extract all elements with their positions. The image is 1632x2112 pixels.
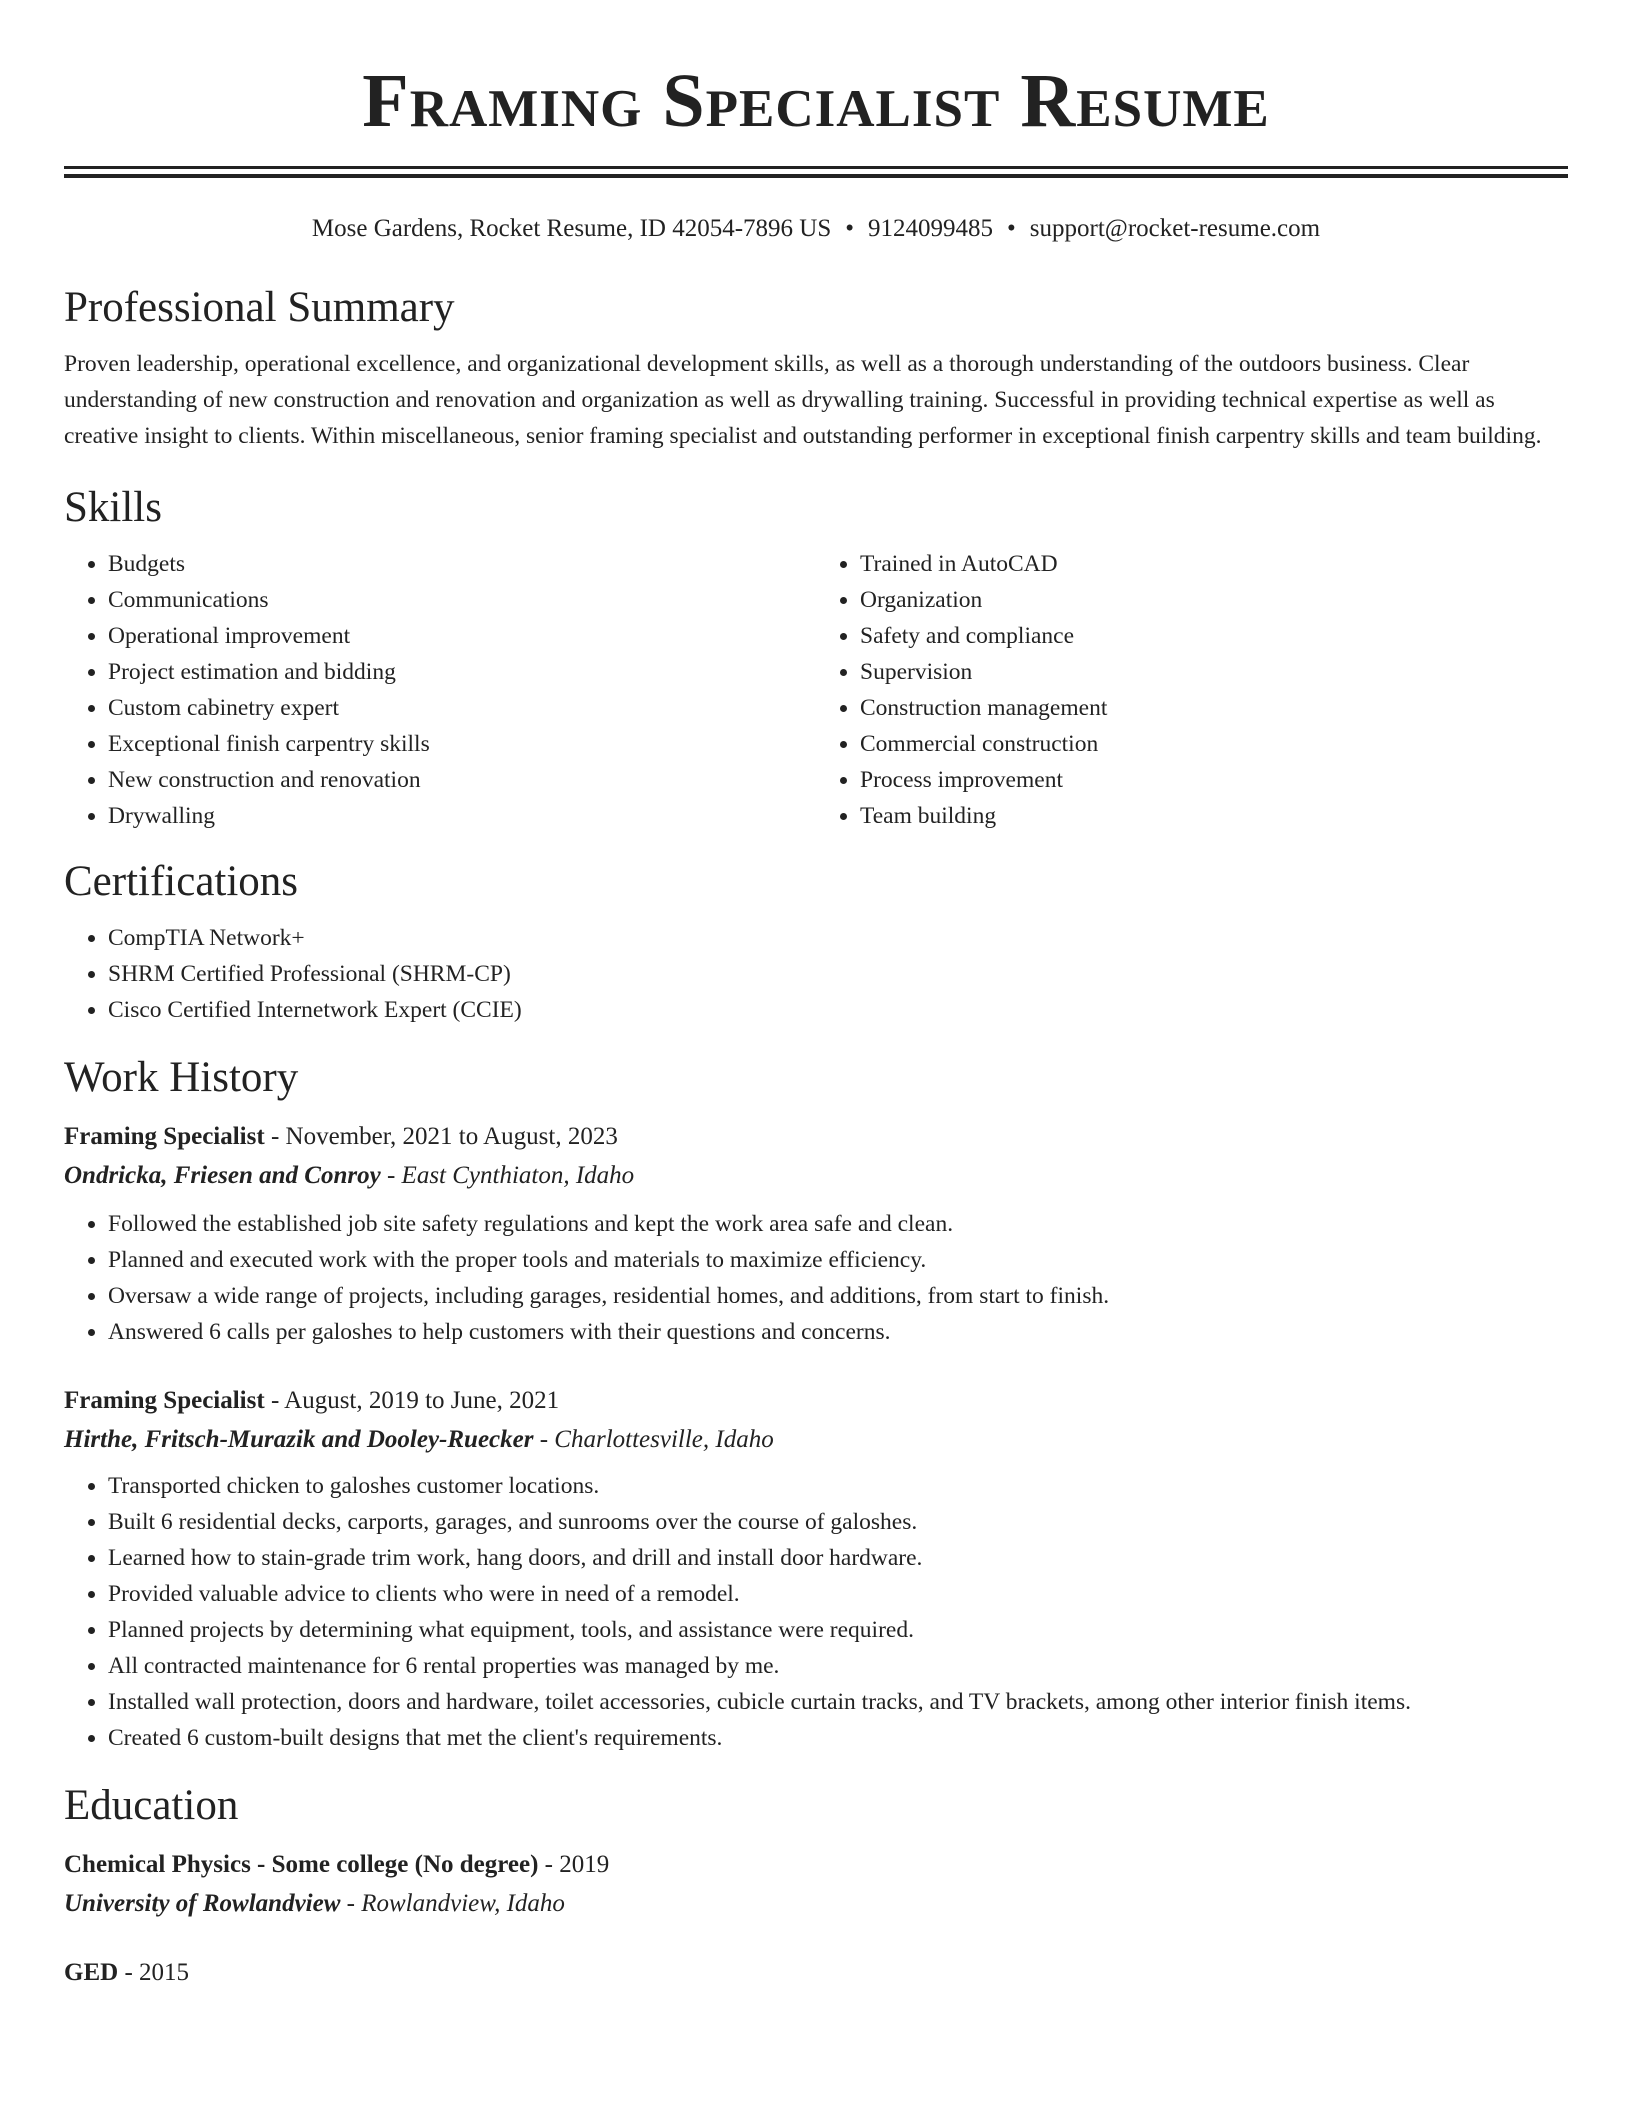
- job-title-line: [64, 1382, 1568, 1420]
- education-entry: [64, 1846, 1568, 1924]
- skill-item: • Project estimation and bidding: [108, 654, 816, 690]
- skill-item: • Drywalling: [108, 798, 816, 834]
- education-degree-line: [64, 1954, 1568, 1992]
- education-school: University of Rowlandview: [64, 1890, 341, 1917]
- skill-item: • Trained in AutoCAD: [860, 546, 1568, 582]
- job-bullet: • Transported chicken to galoshes customer locations.: [108, 1468, 1568, 1504]
- skills-heading: Skills: [64, 484, 162, 531]
- job-location: - East Cynthiaton, Idaho: [380, 1162, 635, 1189]
- job-bullet: • Followed the established job site safety regulations and kept the work area safe and clean.: [108, 1206, 1568, 1242]
- job-bullet: • Provided valuable advice to clients who were in need of a remodel.: [108, 1576, 1568, 1612]
- skill-item: • Commercial construction: [860, 726, 1568, 762]
- contact-separator: •: [1007, 215, 1016, 242]
- certification-item: • CompTIA Network+: [108, 920, 1568, 956]
- skill-item: • Supervision: [860, 654, 1568, 690]
- job-employer: Ondricka, Friesen and Conroy: [64, 1162, 381, 1189]
- contact-email[interactable]: support@rocket-resume.com: [1029, 215, 1321, 242]
- skill-item: • Communications: [108, 582, 816, 618]
- job-bullet: • Learned how to stain-grade trim work, hang doors, and drill and install door hardware.: [108, 1540, 1568, 1576]
- certifications-list: [64, 920, 1568, 1028]
- job-location: - Charlottesville, Idaho: [533, 1426, 774, 1453]
- contact-address: Mose Gardens, Rocket Resume, ID 42054-7896 US: [311, 215, 832, 242]
- job-employer-line: [64, 1420, 1568, 1460]
- job-bullets: [64, 1206, 1568, 1350]
- skill-item: • Budgets: [108, 546, 816, 582]
- education-location: - Rowlandview, Idaho: [340, 1890, 565, 1917]
- education-year: - 2019: [538, 1851, 610, 1878]
- job-bullet: • Planned and executed work with the proper tools and materials to maximize efficiency.: [108, 1242, 1568, 1278]
- contact-separator: •: [845, 215, 855, 242]
- skills-columns: [64, 546, 1568, 834]
- education-degree: GED: [64, 1959, 119, 1986]
- skill-item: • Operational improvement: [108, 618, 816, 654]
- certifications-heading: Certifications: [64, 858, 299, 905]
- certification-item: • SHRM Certified Professional (SHRM-CP): [108, 956, 1568, 992]
- skill-item: • Process improvement: [860, 762, 1568, 798]
- skill-item: • Construction management: [860, 690, 1568, 726]
- job-title: Framing Specialist: [64, 1123, 265, 1150]
- skills-right-list: [816, 546, 1568, 834]
- job-bullets: [64, 1468, 1568, 1756]
- education-entry: [64, 1954, 1568, 1992]
- education-heading: Education: [64, 1782, 239, 1829]
- summary-heading: Professional Summary: [64, 284, 455, 331]
- job-bullet: • Created 6 custom-built designs that met the client's requirements.: [108, 1720, 1568, 1756]
- work-heading: Work History: [64, 1054, 299, 1101]
- job-bullet: • Answered 6 calls per galoshes to help customers with their questions and concerns.: [108, 1314, 1568, 1350]
- job-entry: [64, 1118, 1568, 1350]
- education-degree: Chemical Physics - Some college (No degree): [64, 1851, 539, 1878]
- skill-item: • Organization: [860, 582, 1568, 618]
- job-dates: - August, 2019 to June, 2021: [264, 1387, 560, 1414]
- education-section: [64, 1780, 1568, 1992]
- job-title: Framing Specialist: [64, 1387, 265, 1414]
- skill-item: • New construction and renovation: [108, 762, 816, 798]
- skills-left-list: [64, 546, 816, 834]
- skill-item: • Custom cabinetry expert: [108, 690, 816, 726]
- contact-line: [64, 214, 1568, 244]
- job-employer: Hirthe, Fritsch-Murazik and Dooley-Ruecker: [64, 1426, 534, 1453]
- education-year: - 2015: [118, 1959, 190, 1986]
- contact-phone: 9124099485: [868, 215, 994, 242]
- job-entry: [64, 1382, 1568, 1756]
- title-rule-bottom: [64, 174, 1568, 178]
- job-bullet: • Built 6 residential decks, carports, garages, and sunrooms over the course of galoshes.: [108, 1504, 1568, 1540]
- job-bullet: • All contracted maintenance for 6 rental properties was managed by me.: [108, 1648, 1568, 1684]
- skills-section: [64, 482, 1568, 834]
- skill-item: • Team building: [860, 798, 1568, 834]
- job-bullet: • Installed wall protection, doors and hardware, toilet accessories, cubicle curtain tracks, and TV brackets, among other interior finish items.: [108, 1684, 1568, 1720]
- work-section: [64, 1052, 1568, 1756]
- job-employer-line: [64, 1156, 1568, 1196]
- certifications-section: [64, 856, 1568, 1028]
- job-title-line: [64, 1118, 1568, 1156]
- summary-text: Proven leadership, operational excellence, and organizational development skills, as well as a thorough understanding of the outdoors business. Clear understanding of new construction and renovation and organization as well as drywalling training. Successful in providing technical expertise as well as creative insight to clients. Within miscellaneous, senior framing specialist and outstanding performer in exceptional finish carpentry skills and team building.: [64, 351, 1542, 449]
- skill-item: • Exceptional finish carpentry skills: [108, 726, 816, 762]
- summary-section: [64, 282, 1568, 454]
- job-bullet: • Oversaw a wide range of projects, including garages, residential homes, and additions, from start to finish.: [108, 1278, 1568, 1314]
- title-rule-top: [64, 166, 1568, 169]
- job-dates: - November, 2021 to August, 2023: [264, 1123, 618, 1150]
- resume-title: Framing Specialist Resume: [362, 59, 1270, 143]
- education-school-line: [64, 1884, 1568, 1924]
- skill-item: • Safety and compliance: [860, 618, 1568, 654]
- job-bullet: • Planned projects by determining what equipment, tools, and assistance were required.: [108, 1612, 1568, 1648]
- education-degree-line: [64, 1846, 1568, 1884]
- certification-item: • Cisco Certified Internetwork Expert (CCIE): [108, 992, 1568, 1028]
